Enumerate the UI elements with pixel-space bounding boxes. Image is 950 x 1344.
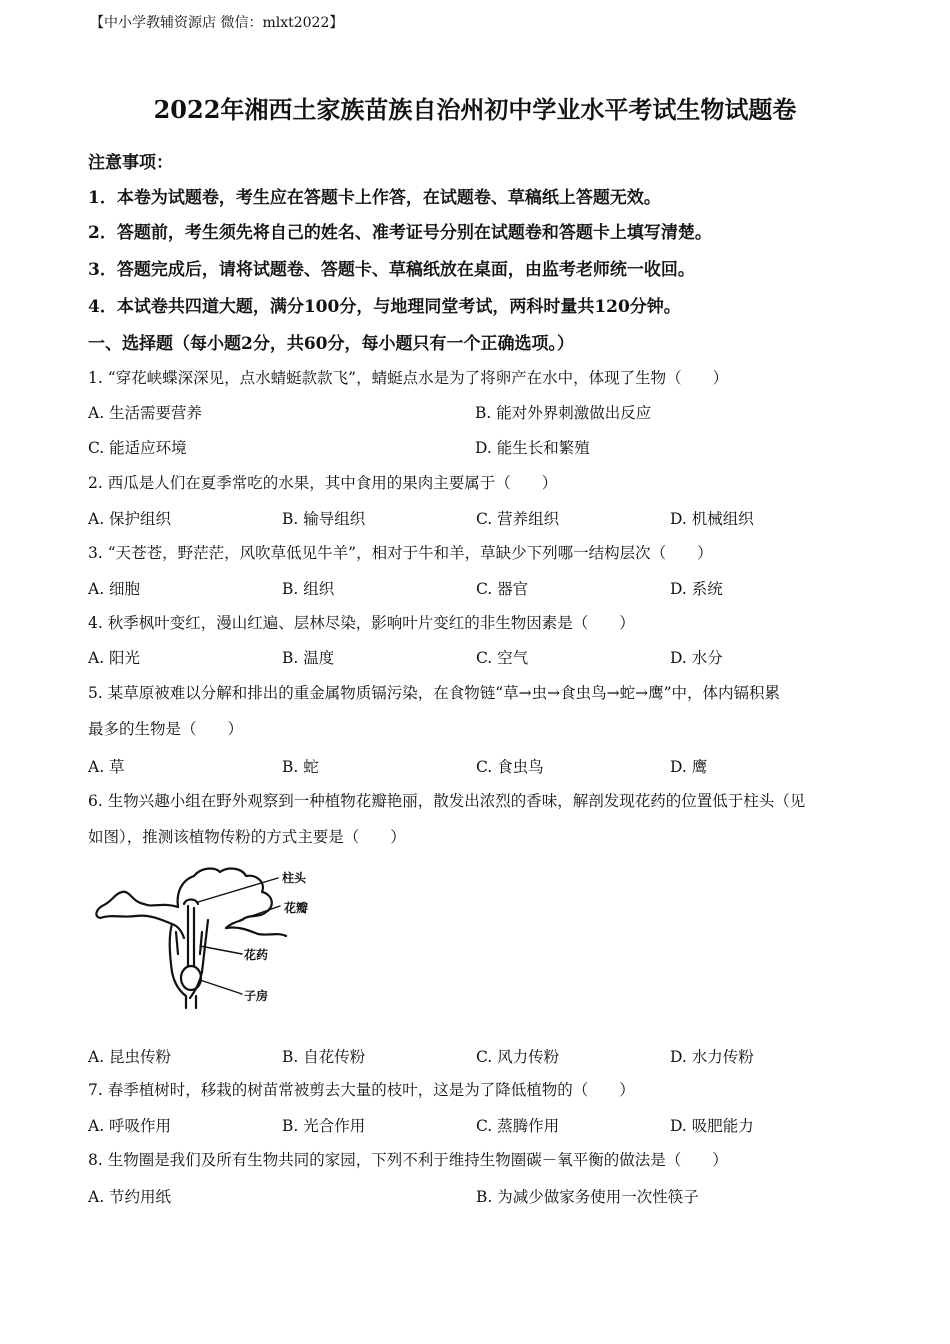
section-heading-choice: 一、选择题（每小题2分，共60分，每小题只有一个正确选项。）	[88, 334, 574, 354]
question-5-option-a: A. 草	[88, 758, 125, 776]
question-1-option-a: A. 生活需要营养	[88, 404, 203, 422]
question-2-option-d: D. 机械组织	[670, 510, 754, 528]
question-4-option-b: B. 温度	[282, 649, 335, 667]
upper-petals	[178, 869, 272, 928]
label-ovary: 子房	[244, 989, 269, 1003]
notice-heading: 注意事项：	[88, 153, 173, 173]
question-6-option-d: D. 水力传粉	[670, 1048, 754, 1066]
question-6-stem-line-1: 6. 生物兴趣小组在野外观察到一种植物花瓣艳丽，散发出浓烈的香味，解剖发现花药的位置低于柱头（见	[88, 792, 806, 810]
exam-title: 2022年湘西土家族苗族自治州初中学业水平考试生物试题卷	[153, 95, 797, 124]
question-5-stem-line-2: 最多的生物是（ ）	[88, 720, 244, 738]
label-anther: 花药	[244, 948, 269, 962]
question-5-option-c: C. 食虫鸟	[476, 758, 544, 776]
question-2-option-c: C. 营养组织	[476, 510, 560, 528]
question-7-option-a: A. 呼吸作用	[88, 1117, 172, 1135]
leader-petal	[240, 906, 280, 920]
label-stigma: 柱头	[282, 871, 307, 885]
right-petal	[226, 927, 286, 936]
question-1-option-d: D. 能生长和繁殖	[475, 439, 590, 457]
question-2-stem: 2. 西瓜是人们在夏季常吃的水果，其中食用的果肉主要属于（ ）	[88, 474, 558, 492]
question-3-option-b: B. 组织	[282, 580, 335, 598]
question-3-option-d: D. 系统	[670, 580, 723, 598]
leader-anther	[200, 946, 242, 954]
question-8-option-a: A. 节约用纸	[88, 1188, 172, 1206]
question-3-option-c: C. 器官	[476, 580, 529, 598]
question-7-option-d: D. 吸肥能力	[670, 1117, 754, 1135]
question-8-option-b: B. 为减少做家务使用一次性筷子	[476, 1188, 699, 1206]
notice-item-1: 1．本卷为试题卷，考生应在答题卡上作答，在试题卷、草稿纸上答题无效。	[88, 188, 661, 208]
watermark-header: 【中小学教辅资源店 微信：mlxt2022】	[90, 15, 344, 31]
ovary	[181, 966, 201, 990]
notice-item-4: 4．本试卷共四道大题，满分100分，与地理同堂考试，两科时量共120分钟。	[88, 297, 681, 317]
question-7-option-c: C. 蒸腾作用	[476, 1117, 560, 1135]
notice-item-2: 2．答题前，考生须先将自己的姓名、准考证号分别在试题卷和答题卡上填写清楚。	[88, 223, 712, 243]
question-4-option-c: C. 空气	[476, 649, 529, 667]
question-8-stem: 8. 生物圈是我们及所有生物共同的家园，下列不利于维持生物圈碳－氧平衡的做法是（ ）	[88, 1151, 728, 1169]
question-3-stem: 3. “天苍苍，野茫茫，风吹草低见牛羊”，相对于牛和羊，草缺少下列哪一结构层次（ ）	[88, 544, 713, 562]
question-5-stem-line-1: 5. 某草原被难以分解和排出的重金属物质镉污染，在食物链“草→虫→食虫鸟→蛇→鹰”中，体内镉积累	[88, 684, 781, 702]
question-4-option-a: A. 阳光	[88, 649, 141, 667]
question-2-option-a: A. 保护组织	[88, 510, 172, 528]
leader-ovary	[200, 980, 242, 994]
notice-item-3: 3．答题完成后，请将试题卷、答题卡、草稿纸放在桌面，由监考老师统一收回。	[88, 260, 695, 280]
question-4-option-d: D. 水分	[670, 649, 723, 667]
label-petal: 花瓣	[284, 901, 309, 915]
stamen-right	[200, 932, 202, 954]
flower-structure-figure	[92, 862, 342, 1012]
question-3-option-a: A. 细胞	[88, 580, 141, 598]
question-6-option-c: C. 风力传粉	[476, 1048, 560, 1066]
question-1-option-c: C. 能适应环境	[88, 439, 187, 457]
question-6-option-b: B. 自花传粉	[282, 1048, 366, 1066]
question-7-option-b: B. 光合作用	[282, 1117, 366, 1135]
question-7-stem: 7. 春季植树时，移栽的树苗常被剪去大量的枝叶，这是为了降低植物的（ ）	[88, 1081, 635, 1099]
question-5-option-d: D. 鹰	[670, 758, 708, 776]
question-2-option-b: B. 输导组织	[282, 510, 366, 528]
question-6-stem-line-2: 如图），推测该植物传粉的方式主要是（ ）	[88, 828, 406, 846]
question-4-stem: 4. 秋季枫叶变红，漫山红遍、层林尽染，影响叶片变红的非生物因素是（ ）	[88, 614, 635, 632]
question-1-option-b: B. 能对外界刺激做出反应	[475, 404, 652, 422]
question-1-stem: 1. “穿花峡蝶深深见，点水蜻蜓款款飞”，蜻蜓点水是为了将卵产在水中，体现了生物（ ）	[88, 369, 729, 387]
stigma	[184, 900, 198, 905]
question-5-option-b: B. 蛇	[282, 758, 319, 776]
leader-stigma	[198, 878, 278, 902]
question-6-option-a: A. 昆虫传粉	[88, 1048, 172, 1066]
stamen-left	[176, 932, 178, 954]
